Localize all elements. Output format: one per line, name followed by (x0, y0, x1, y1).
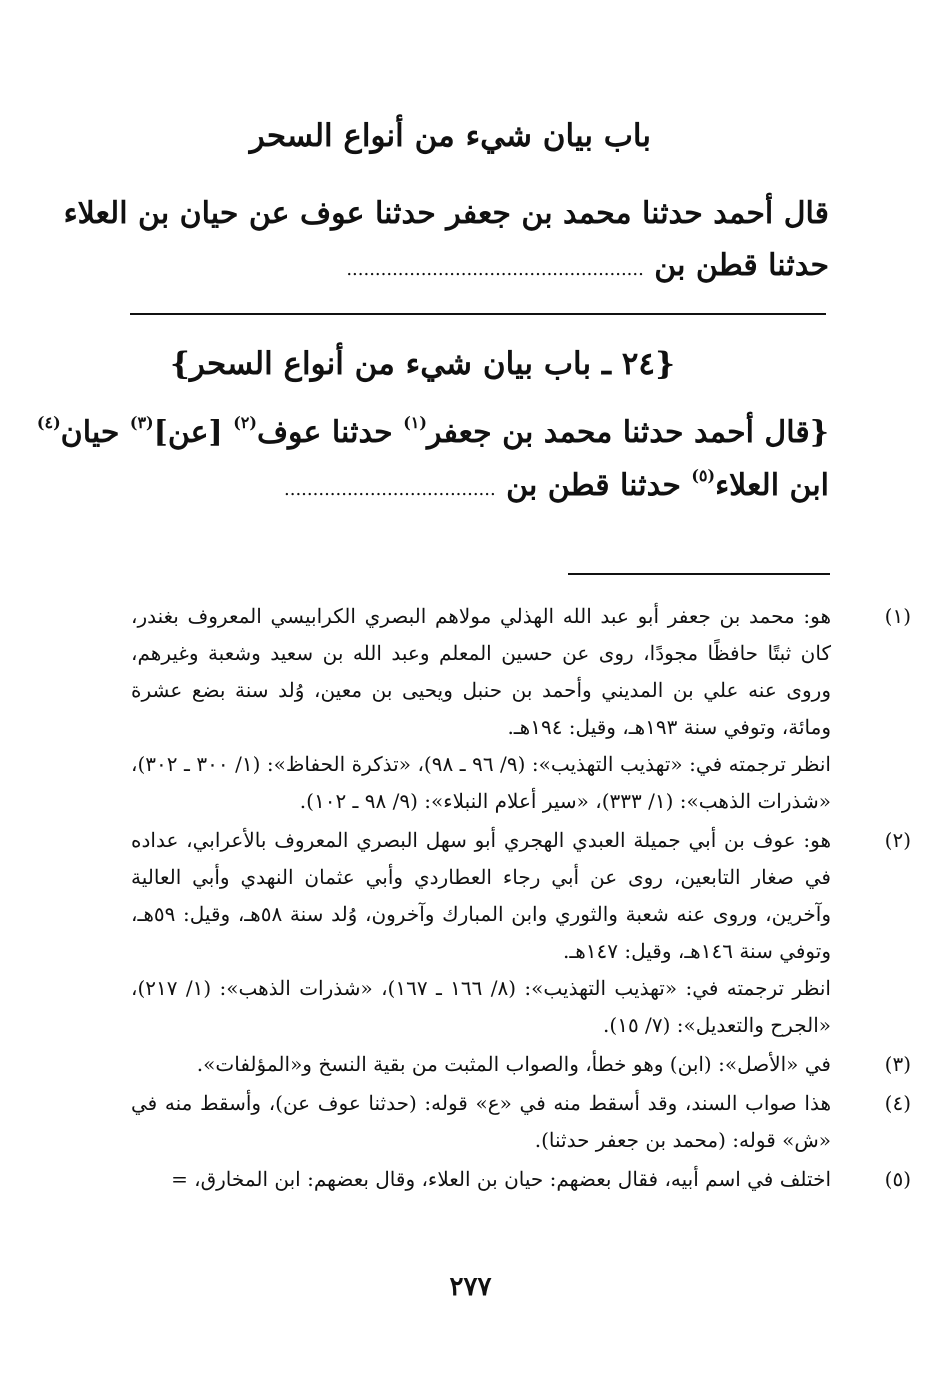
edited-text-ellipsis-dots: ..................................... (284, 479, 496, 500)
footnote-number: (٤) (884, 1091, 911, 1115)
edited-text-segment: حدثنا عوف (256, 415, 404, 450)
main-divider-rule (130, 313, 826, 315)
footnote-body (131, 822, 831, 1044)
footnote-5 (131, 1161, 911, 1198)
footnote-number: (٣) (884, 1052, 911, 1076)
footnotes-section (131, 598, 911, 1200)
footnote-paragraph: اختلف في اسم أبيه، فقال بعضهم: حيان بن العلاء، وقال بعضهم: ابن المخارق، = (171, 1167, 831, 1191)
plain-text-line-1: قال أحمد حدثنا محمد بن جعفر حدثنا عوف عن حيان بن العلاء (63, 196, 829, 231)
footnote-1 (131, 598, 911, 820)
edited-text-segment: حدثنا قطن بن (506, 468, 692, 503)
footnote-number: (١) (884, 604, 911, 628)
footnote-3 (131, 1046, 911, 1083)
edited-text-segment: {قال أحمد حدثنا محمد بن جعفر (426, 415, 829, 450)
footnote-number: (٥) (884, 1167, 911, 1191)
footnote-separator-rule (568, 573, 830, 575)
section-heading-plain: باب بيان شيء من أنواع السحر (249, 118, 651, 154)
footnote-body (131, 1161, 831, 1198)
footnote-body (131, 598, 831, 820)
footnote-number: (٢) (884, 828, 911, 852)
edited-text-segment: ابن العلاء (715, 468, 829, 503)
plain-text-ellipsis-dots: .................................................... (346, 259, 644, 280)
footnote-ref-2: (٢) (233, 413, 257, 432)
footnote-ref-1: (١) (403, 413, 427, 432)
edited-text-segment: حيان (60, 415, 130, 450)
section-heading-numbered: {٢٤ ـ باب بيان شيء من أنواع السحر} (169, 346, 675, 382)
footnote-body (131, 1085, 831, 1159)
edited-text-segment: [عن] (153, 415, 234, 450)
footnote-paragraph: هذا صواب السند، وقد أسقط منه في «ع» قوله: (حدثنا عوف عن)، وأسقط منه في «ش» قوله: (محمد بن جعفر حدثنا). (131, 1091, 831, 1152)
footnote-ref-3: (٣) (129, 413, 154, 432)
footnote-4 (131, 1085, 911, 1159)
footnote-2 (131, 822, 911, 1044)
edited-text-line-2 (284, 468, 829, 503)
footnote-paragraph: هو: عوف بن أبي جميلة العبدي الهجري أبو سهل البصري المعروف بالأعرابي، عداده في صغار التابعين، روى عن أبي رجاء العطاردي وأبي عثمان النهدي وأبي العالية وآخرين، وروى عنه شعبة والثوري وابن المبارك وآخرون، وُلد سنة ٥٨هـ، وقيل: ٥٩هـ، وتوفي سنة ١٤٦هـ، وقيل: ١٤٧هـ. (131, 828, 831, 963)
footnote-ref-5: (٥) (691, 466, 716, 485)
footnote-paragraph: انظر ترجمته في: «تهذيب التهذيب»: (٨/ ١٦٦ ـ ١٦٧)، «شذرات الذهب»: (١/ ٢١٧)، «الجرح والتعديل»: (٧/ ١٥). (131, 976, 831, 1037)
footnote-body (131, 1046, 831, 1083)
footnote-paragraph: انظر ترجمته في: «تهذيب التهذيب»: (٩/ ٩٦ ـ ٩٨)، «تذكرة الحفاظ»: (١/ ٣٠٠ ـ ٣٠٢)، «شذرات الذهب»: (١/ ٣٣٣)، «سير أعلام النبلاء»: (٩/ ٩٨ ـ ١٠٢). (131, 752, 831, 813)
footnote-paragraph: في «الأصل»: (ابن) وهو خطأ، والصواب المثبت من بقية النسخ و«المؤلفات». (196, 1052, 831, 1076)
edited-text-line-1 (37, 415, 829, 450)
footnote-ref-4: (٤) (36, 413, 61, 432)
page-number: ٢٧٧ (449, 1272, 492, 1302)
plain-text-line-2 (346, 248, 829, 283)
plain-text-line-2-words: حدثنا قطن بن (654, 248, 829, 283)
footnote-paragraph: هو: محمد بن جعفر أبو عبد الله الهذلي مولاهم البصري الكرابيسي المعروف بغندر، كان ثبتًا حافظًا مجودًا، روى عن حسين المعلم وعبد الله بن سعيد وشعبة وغيرهم، وروى عنه علي بن المديني وأحمد بن حنبل ويحيى بن معين، وُلد سنة بضع عشرة ومائة، وتوفي سنة ١٩٣هـ، وقيل: ١٩٤هـ. (131, 604, 831, 739)
